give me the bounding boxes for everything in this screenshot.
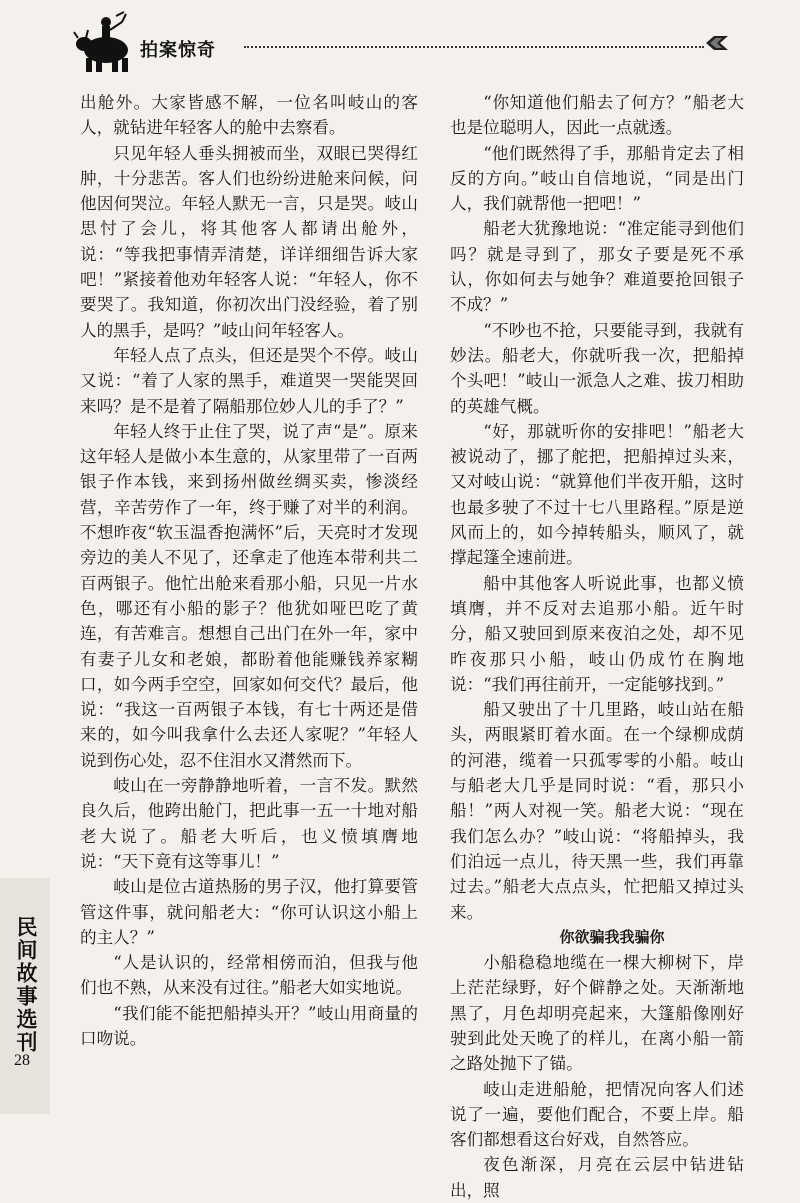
right-paragraph-1: “你知道他们船去了何方？”船老大也是位聪明人，因此一点就透。 [450,93,744,138]
header-dotted-rule [244,46,704,48]
right-paragraph-7: 船又驶出了十几里路，岐山站在船头，两眼紧盯着水面。在一个绿柳成荫的河港，缆着一只孤零零的小船。岐山与船老大几乎是同时说：“看，那只小船！”两人对视一笑。船老大说：“现在我们怎么办？”岐山说：“将船掉头，我们泊远一点儿，待天黑一些，我们再靠过去。”船老大点点头，忙把船又掉过头来。 [450,700,744,922]
page-number: 28 [14,1052,30,1069]
right-column [450,90,744,1203]
left-paragraph-5: 岐山在一旁静静地听着，一言不发。默然良久后，他跨出舱门，把此事一五一十地对船老大说了。船老大听后，也义愤填膺地说：“天下竟有这等事儿！” [80,776,418,871]
right-paragraph-2: “他们既然得了手，那船肯定去了相反的方向。”岐山自信地说，“同是出门人，我们就帮他一把吧！” [450,143,744,214]
left-paragraph-8: “我们能不能把船掉头开？”岐山用商量的口吻说。 [80,1003,418,1048]
right-paragraph-10: 夜色渐深，月亮在云层中钻进钻出，照 [450,1155,744,1200]
right-paragraph-9: 岐山走进船舱，把情况向客人们述说了一遍，要他们配合，不要上岸。船客们都想看这台好戏，自然答应。 [450,1079,744,1150]
right-paragraph-4: “不吵也不抢，只要能寻到，我就有妙法。船老大，你就听我一次，把船掉个头吧！”岐山一派急人之难、拔刀相助的英雄气概。 [450,320,744,416]
left-paragraph-2: 只见年轻人垂头拥被而坐，双眼已哭得红肿，十分悲苦。客人们也纷纷进舱来问候，问他因何哭泣。年轻人默无一言，只是哭。岐山思忖了会儿，将其他客人都请出舱外，说：“等我把事情弄清楚，详详细细告诉大家吧！”紧接着他劝年轻客人说：“年轻人，你不要哭了。我知道，你初次出门没经验，着了别人的黑手，是吗？”岐山问年轻客人。 [80,143,418,340]
section-title: 拍案惊奇 [140,40,216,61]
left-paragraph-1: 出舱外。大家皆感不解，一位名叫岐山的客人，就钻进年轻客人的舱中去察看。 [80,93,418,138]
left-paragraph-4: 年轻人终于止住了哭，说了声“是”。原来这年轻人是做小本生意的，从家里带了一百两银子作本钱，来到扬州做丝绸买卖，惨淡经营，辛苦劳作了一年，终于赚了对半的利润。不想昨夜“软玉温香抱满怀”后，天亮时才发现旁边的美人不见了，还拿走了他连本带利共二百两银子。他忙出舱来看那小船，只见一片水色，哪还有小船的影子？他犹如哑巴吃了黄连，有苦难言。想想自己出门在外一年，家中有妻子儿女和老娘，都盼着他能赚钱养家糊口，如今两手空空，回家如何交代？最后，他说：“我这一百两银子本钱，有七十两还是借来的，如今叫我拿什么去还人家呢？”年轻人说到伤心处，忍不住泪水又潸然而下。 [80,421,418,770]
page-header [0,0,800,80]
right-paragraph-8: 小船稳稳地缆在一棵大柳树下，岸上茫茫绿野，好个僻静之处。天渐渐地黑了，月色却明亮起来，大篷船像刚好驶到此处天晚了的样儿，在离小船一箭之路处抛下了锚。 [450,953,744,1074]
left-paragraph-3: 年轻人点了点头，但还是哭个不停。岐山又说：“着了人家的黑手，难道哭一哭能哭回来吗？是不是着了隔船那位妙人儿的手了？” [80,345,418,416]
ox-rider-logo-icon [72,8,138,74]
left-paragraph-7: “人是认识的，经常相傍而泊，但我与他们也不熟，从来没有过往。”船老大如实地说。 [80,953,418,998]
left-paragraph-6: 岐山是位古道热肠的男子汉，他打算要管管这件事，就问船老大：“你可认识这小船上的主人？” [80,877,418,947]
right-paragraph-3: 船老大犹豫地说：“准定能寻到他们吗？就是寻到了，那女子要是死不承认，你如何去与她争？难道要抢回银子不成？” [450,219,744,315]
left-column [80,90,418,1051]
section-subheading: 你欲骗我我骗你 [559,927,665,946]
diamond-ornament-icon [706,36,728,50]
right-paragraph-6: 船中其他客人听说此事，也都义愤填膺，并不反对去追那小船。近午时分，船又驶回到原来夜泊之处，却不见昨夜那只小船，岐山仍成竹在胸地说：“我们再往前开，一定能够找到。” [450,573,744,694]
right-paragraph-5: “好，那就听你的安排吧！”船老大被说动了，挪了舵把，把船掉过头来，又对岐山说：“就算他们半夜开船，这时也最多驶了不过十七八里路程。”原是逆风而上的，如今掉转船头，顺风了，就撑起篷全速前进。 [450,421,744,568]
magazine-name: 民间故事选刊 [14,916,38,1054]
